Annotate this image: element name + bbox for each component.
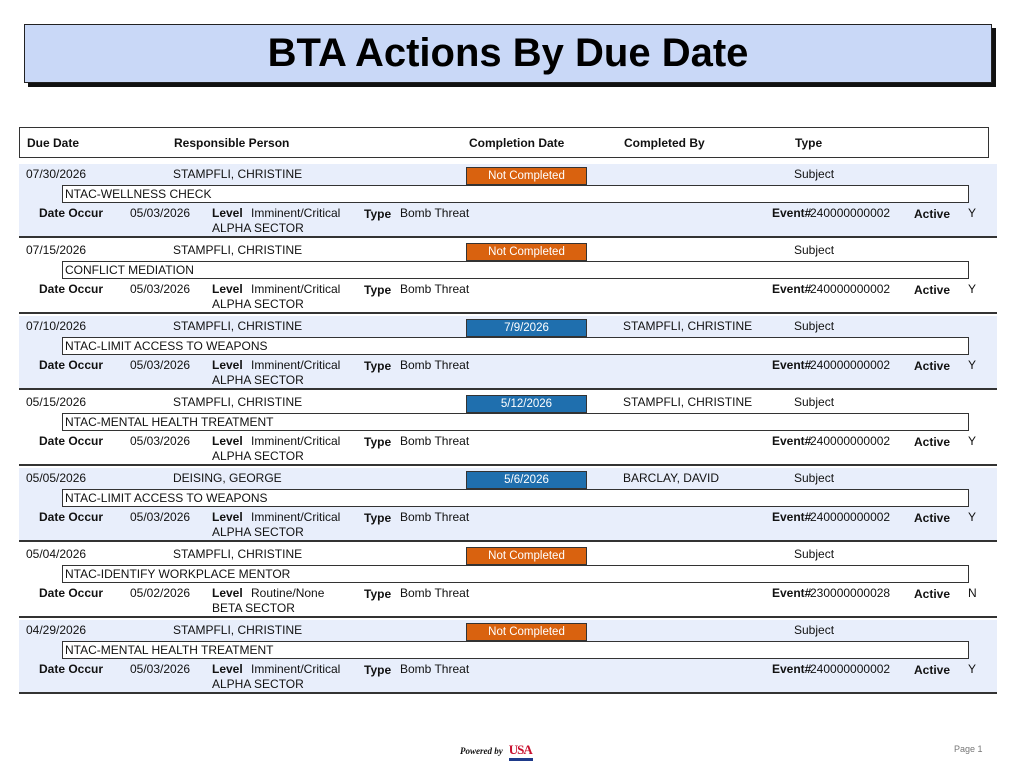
threat-type-label: Type bbox=[364, 511, 392, 525]
record-type: Subject bbox=[794, 547, 835, 561]
record-type: Subject bbox=[794, 243, 835, 257]
active-label: Active bbox=[914, 663, 951, 677]
report-title: BTA Actions By Due Date bbox=[267, 31, 749, 75]
logo-underline bbox=[509, 758, 533, 761]
completed-by: STAMPFLI, CHRISTINE bbox=[623, 319, 753, 333]
event-label: Event# bbox=[772, 510, 812, 524]
event-number: 230000000028 bbox=[810, 586, 891, 600]
event-label: Event# bbox=[772, 586, 812, 600]
header-completed-by: Completed By bbox=[624, 136, 705, 150]
completion-status-badge: Not Completed bbox=[466, 623, 587, 641]
record-row bbox=[19, 468, 997, 542]
sector-value: ALPHA SECTOR bbox=[212, 449, 304, 463]
responsible-person: STAMPFLI, CHRISTINE bbox=[173, 547, 303, 561]
threat-type-label: Type bbox=[364, 587, 392, 601]
event-number: 240000000002 bbox=[810, 434, 891, 448]
sector-value: ALPHA SECTOR bbox=[212, 525, 304, 539]
level-value: Imminent/Critical bbox=[251, 282, 341, 296]
event-label: Event# bbox=[772, 434, 812, 448]
event-label: Event# bbox=[772, 662, 812, 676]
action-description: NTAC-IDENTIFY WORKPLACE MENTOR bbox=[62, 565, 969, 583]
records-list bbox=[19, 164, 997, 696]
completion-status-badge: Not Completed bbox=[466, 167, 587, 185]
due-date: 05/05/2026 bbox=[26, 471, 87, 485]
active-label: Active bbox=[914, 359, 951, 373]
sector-value: ALPHA SECTOR bbox=[212, 373, 304, 387]
threat-type-value: Bomb Threat bbox=[400, 282, 470, 296]
due-date: 05/15/2026 bbox=[26, 395, 87, 409]
level-label: Level bbox=[212, 282, 243, 296]
threat-type-value: Bomb Threat bbox=[400, 358, 470, 372]
active-value: Y bbox=[968, 434, 977, 448]
threat-type-label: Type bbox=[364, 663, 392, 677]
completion-status-badge: Not Completed bbox=[466, 547, 587, 565]
date-occur-value: 05/03/2026 bbox=[130, 510, 191, 524]
completion-status-badge: 5/12/2026 bbox=[466, 395, 587, 413]
due-date: 07/30/2026 bbox=[26, 167, 87, 181]
event-number: 240000000002 bbox=[810, 358, 891, 372]
level-label: Level bbox=[212, 510, 243, 524]
sector-value: ALPHA SECTOR bbox=[212, 677, 304, 691]
event-number: 240000000002 bbox=[810, 510, 891, 524]
record-row bbox=[19, 316, 997, 390]
responsible-person: STAMPFLI, CHRISTINE bbox=[173, 395, 303, 409]
active-value: Y bbox=[968, 206, 977, 220]
record-row bbox=[19, 620, 997, 694]
completed-by: BARCLAY, DAVID bbox=[623, 471, 720, 485]
record-type: Subject bbox=[794, 167, 835, 181]
report-title-banner bbox=[24, 24, 992, 83]
header-responsible-person: Responsible Person bbox=[174, 136, 290, 150]
due-date: 05/04/2026 bbox=[26, 547, 87, 561]
threat-type-value: Bomb Threat bbox=[400, 434, 470, 448]
record-type: Subject bbox=[794, 395, 835, 409]
action-description: NTAC-MENTAL HEALTH TREATMENT bbox=[62, 413, 969, 431]
event-label: Event# bbox=[772, 358, 812, 372]
active-label: Active bbox=[914, 587, 951, 601]
date-occur-value: 05/02/2026 bbox=[130, 586, 191, 600]
event-number: 240000000002 bbox=[810, 206, 891, 220]
date-occur-value: 05/03/2026 bbox=[130, 662, 191, 676]
record-row bbox=[19, 164, 997, 238]
date-occur-label: Date Occur bbox=[39, 662, 104, 676]
responsible-person: STAMPFLI, CHRISTINE bbox=[173, 623, 303, 637]
level-value: Imminent/Critical bbox=[251, 358, 341, 372]
date-occur-label: Date Occur bbox=[39, 586, 104, 600]
active-value: Y bbox=[968, 510, 977, 524]
threat-type-label: Type bbox=[364, 207, 392, 221]
logo-text: USA bbox=[508, 742, 532, 757]
event-number: 240000000002 bbox=[810, 282, 891, 296]
active-label: Active bbox=[914, 283, 951, 297]
level-label: Level bbox=[212, 206, 243, 220]
level-value: Routine/None bbox=[251, 586, 325, 600]
threat-type-value: Bomb Threat bbox=[400, 586, 470, 600]
record-row bbox=[19, 544, 997, 618]
responsible-person: DEISING, GEORGE bbox=[173, 471, 282, 485]
completed-by: STAMPFLI, CHRISTINE bbox=[623, 395, 753, 409]
active-value: Y bbox=[968, 662, 977, 676]
level-value: Imminent/Critical bbox=[251, 662, 341, 676]
due-date: 07/10/2026 bbox=[26, 319, 87, 333]
sector-value: ALPHA SECTOR bbox=[212, 297, 304, 311]
date-occur-value: 05/03/2026 bbox=[130, 206, 191, 220]
active-value: Y bbox=[968, 282, 977, 296]
due-date: 04/29/2026 bbox=[26, 623, 87, 637]
sector-value: ALPHA SECTOR bbox=[212, 221, 304, 235]
date-occur-label: Date Occur bbox=[39, 206, 104, 220]
date-occur-value: 05/03/2026 bbox=[130, 358, 191, 372]
date-occur-label: Date Occur bbox=[39, 510, 104, 524]
action-description: NTAC-WELLNESS CHECK bbox=[62, 185, 969, 203]
threat-type-value: Bomb Threat bbox=[400, 206, 470, 220]
active-label: Active bbox=[914, 435, 951, 449]
completion-status-badge: Not Completed bbox=[466, 243, 587, 261]
level-label: Level bbox=[212, 358, 243, 372]
level-value: Imminent/Critical bbox=[251, 206, 341, 220]
level-label: Level bbox=[212, 586, 243, 600]
level-value: Imminent/Critical bbox=[251, 434, 341, 448]
event-number: 240000000002 bbox=[810, 662, 891, 676]
threat-type-value: Bomb Threat bbox=[400, 662, 470, 676]
date-occur-label: Date Occur bbox=[39, 282, 104, 296]
active-label: Active bbox=[914, 511, 951, 525]
active-label: Active bbox=[914, 207, 951, 221]
record-type: Subject bbox=[794, 471, 835, 485]
responsible-person: STAMPFLI, CHRISTINE bbox=[173, 319, 303, 333]
level-value: Imminent/Critical bbox=[251, 510, 341, 524]
threat-type-value: Bomb Threat bbox=[400, 510, 470, 524]
action-description: NTAC-LIMIT ACCESS TO WEAPONS bbox=[62, 337, 969, 355]
date-occur-value: 05/03/2026 bbox=[130, 434, 191, 448]
action-description: CONFLICT MEDIATION bbox=[62, 261, 969, 279]
record-type: Subject bbox=[794, 623, 835, 637]
action-description: NTAC-MENTAL HEALTH TREATMENT bbox=[62, 641, 969, 659]
threat-type-label: Type bbox=[364, 283, 392, 297]
responsible-person: STAMPFLI, CHRISTINE bbox=[173, 243, 303, 257]
completion-status-badge: 5/6/2026 bbox=[466, 471, 587, 489]
active-value: N bbox=[968, 586, 977, 600]
event-label: Event# bbox=[772, 282, 812, 296]
usa-logo bbox=[509, 741, 533, 761]
due-date: 07/15/2026 bbox=[26, 243, 87, 257]
header-type: Type bbox=[795, 136, 823, 150]
level-label: Level bbox=[212, 434, 243, 448]
date-occur-label: Date Occur bbox=[39, 358, 104, 372]
powered-by-label: Powered by bbox=[460, 746, 503, 756]
level-label: Level bbox=[212, 662, 243, 676]
action-description: NTAC-LIMIT ACCESS TO WEAPONS bbox=[62, 489, 969, 507]
completion-status-badge: 7/9/2026 bbox=[466, 319, 587, 337]
record-row bbox=[19, 240, 997, 314]
page-number: Page 1 bbox=[954, 744, 983, 754]
threat-type-label: Type bbox=[364, 359, 392, 373]
sector-value: BETA SECTOR bbox=[212, 601, 295, 615]
date-occur-value: 05/03/2026 bbox=[130, 282, 191, 296]
record-row bbox=[19, 392, 997, 466]
date-occur-label: Date Occur bbox=[39, 434, 104, 448]
record-type: Subject bbox=[794, 319, 835, 333]
event-label: Event# bbox=[772, 206, 812, 220]
header-completion-date: Completion Date bbox=[469, 136, 565, 150]
responsible-person: STAMPFLI, CHRISTINE bbox=[173, 167, 303, 181]
threat-type-label: Type bbox=[364, 435, 392, 449]
header-due-date: Due Date bbox=[27, 136, 80, 150]
column-header-row bbox=[19, 127, 989, 158]
powered-by bbox=[460, 741, 533, 761]
active-value: Y bbox=[968, 358, 977, 372]
